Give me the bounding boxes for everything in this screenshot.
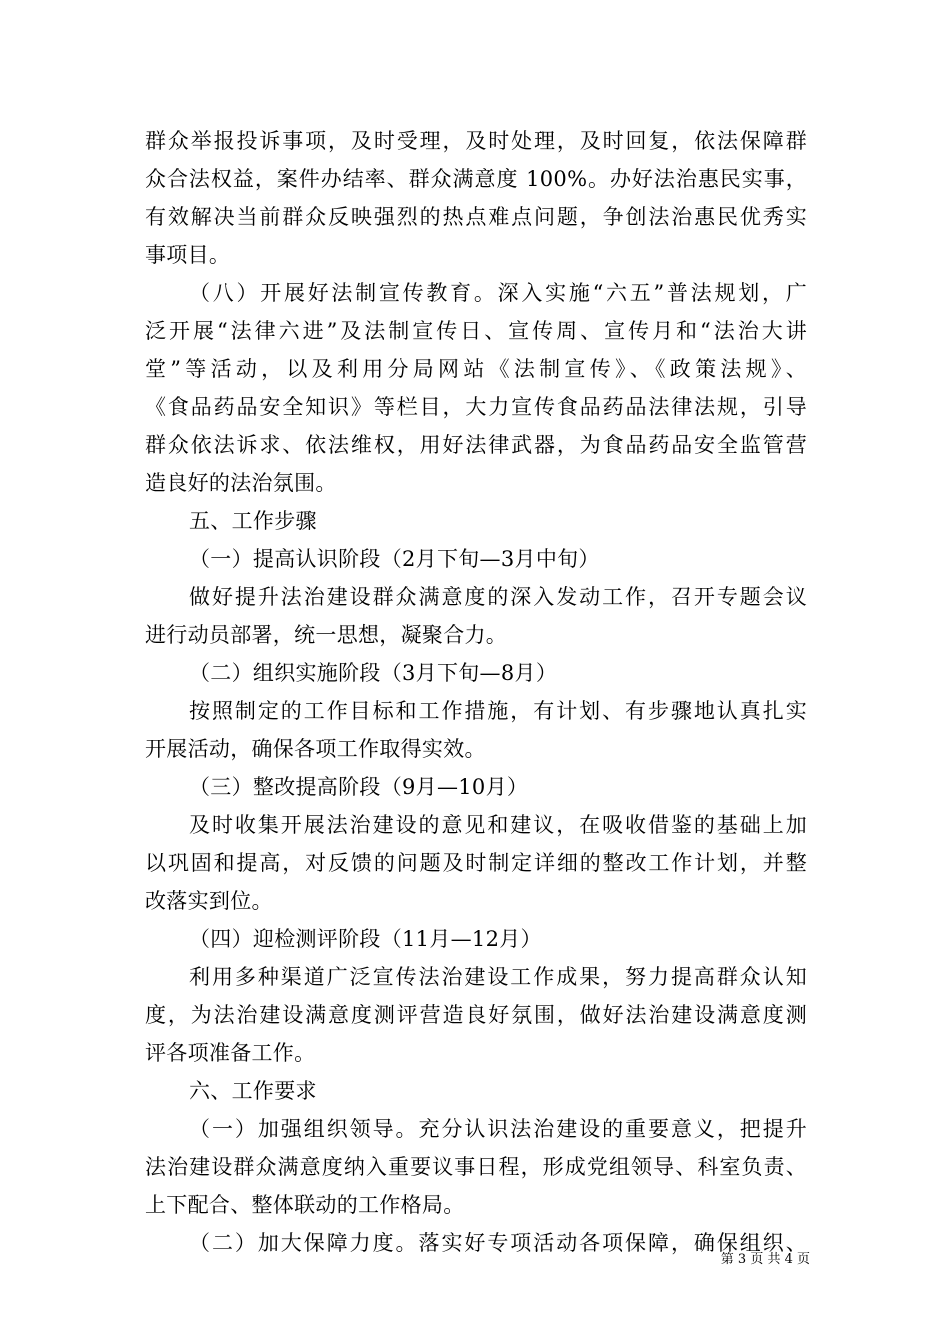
text-line: （一）提高认识阶段（2月下旬—3月中旬）: [189, 547, 600, 571]
text-line: 六、工作要求: [189, 1079, 317, 1103]
text-line: 有效解决当前群众反映强烈的热点难点问题，争创法治惠民优秀实: [145, 205, 807, 229]
text-line: 泛开展“法律六进”及法制宣传日、宣传周、宣传月和“法治大讲: [145, 319, 807, 343]
text-line: （一）加强组织领导。充分认识法治建设的重要意义，把提升: [189, 1117, 807, 1141]
page-number-footer: 第 3 页 共 4 页: [720, 1252, 810, 1267]
text-line: 众合法权益，案件办结率、群众满意度 100%。办好法治惠民实事，: [145, 167, 807, 191]
text-line: 以巩固和提高，对反馈的问题及时制定详细的整改工作计划，并整: [145, 851, 807, 875]
text-line: 事项目。: [145, 243, 231, 267]
text-line: 度，为法治建设满意度测评营造良好氛围，做好法治建设满意度测: [145, 1003, 807, 1027]
text-line: 评各项准备工作。: [145, 1041, 316, 1065]
text-line: （八）开展好法制宣传教育。深入实施“六五”普法规划，广: [189, 281, 807, 305]
text-line: 《食品药品安全知识》等栏目，大力宣传食品药品法律法规，引导: [145, 395, 807, 419]
text-line: 造良好的法治氛围。: [145, 471, 337, 495]
document-body: [145, 122, 807, 1262]
text-line: 改落实到位。: [145, 889, 273, 913]
text-line: （二）组织实施阶段（3月下旬—8月）: [189, 661, 558, 685]
text-line: 进行动员部署，统一思想，凝聚合力。: [145, 623, 508, 647]
text-line: 利用多种渠道广泛宣传法治建设工作成果，努力提高群众认知: [189, 965, 807, 989]
text-line: 按照制定的工作目标和工作措施，有计划、有步骤地认真扎实: [189, 699, 807, 723]
text-line: 堂”等活动，以及利用分局网站《法制宣传》、《政策法规》、: [145, 357, 807, 381]
text-line: 开展活动，确保各项工作取得实效。: [145, 737, 486, 761]
text-line: 群众依法诉求、依法维权，用好法律武器，为食品药品安全监管营: [145, 433, 807, 457]
text-line: （二）加大保障力度。落实好专项活动各项保障，确保组织、: [189, 1231, 807, 1255]
text-line: 五、工作步骤: [189, 509, 317, 533]
text-line: （三）整改提高阶段（9月—10月）: [189, 775, 529, 799]
text-line: 法治建设群众满意度纳入重要议事日程，形成党组领导、科室负责、: [145, 1155, 807, 1179]
text-line: （四）迎检测评阶段（11月—12月）: [189, 927, 542, 951]
text-line: 群众举报投诉事项，及时受理，及时处理，及时回复，依法保障群: [145, 129, 807, 153]
text-line: 及时收集开展法治建设的意见和建议，在吸收借鉴的基础上加: [189, 813, 807, 837]
text-line: 做好提升法治建设群众满意度的深入发动工作，召开专题会议: [189, 585, 807, 609]
text-line: 上下配合、整体联动的工作格局。: [145, 1193, 465, 1217]
